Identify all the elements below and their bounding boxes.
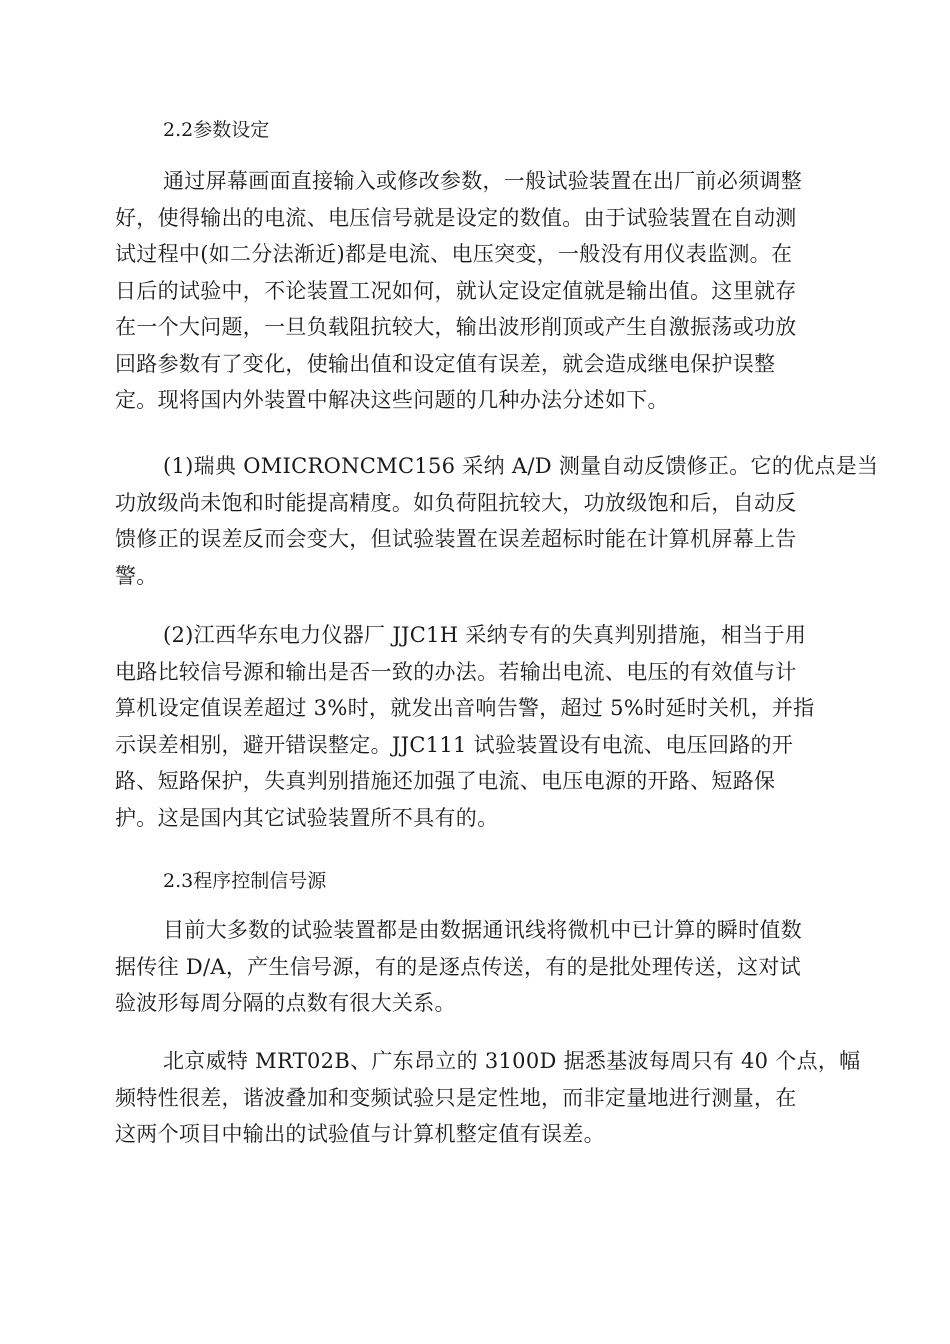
paragraph-program-control	[115, 912, 835, 1022]
text-line: 馈修正的误差反而会变大，但试验装置在误差超标时能在计算机屏幕上告	[115, 527, 797, 551]
paragraph-jjc1h	[115, 617, 835, 836]
text-line: 日后的试验中，不论装置工况如何，就认定设定值就是输出值。这里就存	[115, 278, 797, 303]
text-line: 目前大多数的试验装置都是由数据通讯线将微机中已计算的瞬时值数	[163, 918, 802, 942]
text-line: 警。	[115, 563, 158, 588]
text-line: (1)瑞典 OMICRONCMC156 采纳 A/D 测量自动反馈修正。它的优点是当	[163, 454, 879, 478]
text-line: 试过程中(如二分法渐近)都是电流、电压突变，一般没有用仪表监测。在	[115, 242, 793, 266]
paragraph-mrt02b	[115, 1043, 861, 1153]
text-line: 算机设定值误差超过 3%时，就发出音响告警，超过 5%时延时关机，并指	[115, 696, 815, 720]
text-line: 频特性很差，谐波叠加和变频试验只是定性地，而非定量地进行测量，在	[115, 1085, 797, 1110]
text-line: 好，使得输出的电流、电压信号就是设定的数值。由于试验装置在自动测	[115, 205, 797, 230]
paragraph-omicron	[115, 448, 879, 594]
section-heading-2-2: 2.2参数设定	[163, 119, 270, 141]
text-line: 北京威特 MRT02B、广东昂立的 3100D 据悉基波每周只有 40 个点，幅	[163, 1049, 861, 1073]
text-line: 通过屏幕画面直接输入或修改参数，一般试验装置在出厂前必须调整	[163, 169, 802, 193]
text-line: 验波形每周分隔的点数有很大关系。	[115, 991, 456, 1015]
text-line: 功放级尚未饱和时能提高精度。如负荷阻抗较大，功放级饱和后，自动反	[115, 490, 797, 515]
text-line: 回路参数有了变化，使输出值和设定值有误差，就会造成继电保护误整	[115, 351, 776, 376]
paragraph-parameter-setting	[115, 163, 835, 419]
text-line: 示误差相别，避开错误整定。JJC111 试验装置设有电流、电压回路的开	[115, 732, 794, 757]
text-line: 在一个大问题，一旦负载阻抗较大，输出波形削顶或产生自激振荡或功放	[115, 315, 797, 339]
text-line: 电路比较信号源和输出是否一致的办法。若输出电流、电压的有效值与计	[115, 659, 797, 684]
text-line: 路、短路保护，失真判别措施还加强了电流、电压电源的开路、短路保	[115, 769, 776, 793]
section-heading-2-3: 2.3程序控制信号源	[163, 870, 327, 892]
text-line: 定。现将国内外装置中解决这些问题的几种办法分述如下。	[115, 388, 669, 412]
text-line: (2)江西华东电力仪器厂 JJC1H 采纳专有的失真判别措施，相当于用	[163, 623, 807, 647]
text-line: 据传往 D/A，产生信号源，有的是逐点传送，有的是批处理传送，这对试	[115, 954, 801, 979]
text-line: 护。这是国内其它试验装置所不具有的。	[115, 805, 499, 830]
text-line: 这两个项目中输出的试验值与计算机整定值有误差。	[115, 1122, 605, 1146]
